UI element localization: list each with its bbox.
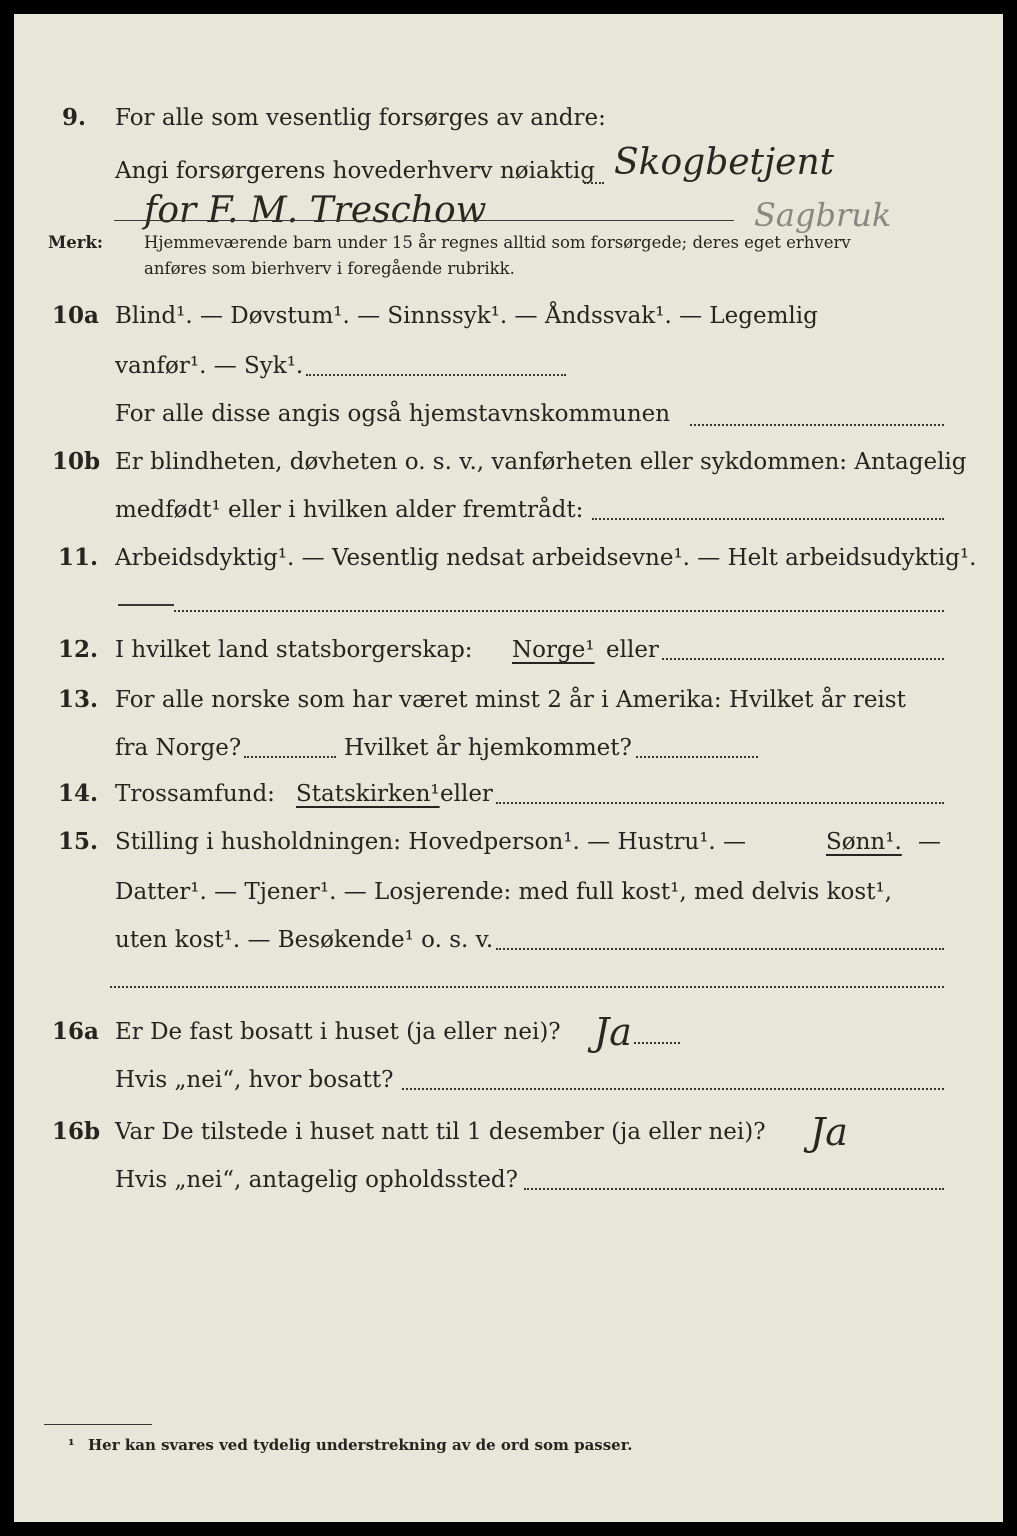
q10b-line1: Er blindheten, døvheten o. s. v., vanførheten eller sykdommen: Antagelig — [115, 449, 967, 475]
q11-number: 11. — [58, 544, 99, 571]
q10a-line1: Blind¹. — Døvstum¹. — Sinnssyk¹. — Åndssvak¹. — Legemlig — [115, 303, 818, 329]
merk-line2: anføres som bierhverv i foregående rubrikk. — [144, 259, 515, 278]
q9-answer-line — [114, 220, 734, 221]
q14-text-a: Trossamfund: — [115, 781, 275, 807]
q16a-line1: Er De fast bosatt i huset (ja eller nei)? — [115, 1019, 561, 1045]
q11-dotted-line — [174, 610, 944, 612]
q13-reist-dotted-line — [244, 756, 336, 758]
q16a-answer-dotted-line — [634, 1042, 680, 1044]
footnote-text: Her kan svares ved tydelig understrekning av de ord som passer. — [88, 1436, 633, 1454]
q13-number: 13. — [58, 686, 99, 713]
q10a-kommune-dotted-line — [690, 424, 944, 426]
q9-line2: Angi forsørgerens hovederhverv nøiaktig — [115, 158, 595, 184]
q10a-line3: For alle disse angis også hjemstavnskommunen — [115, 401, 671, 427]
q10b-number: 10b — [52, 448, 101, 475]
footnote-rule — [44, 1424, 152, 1425]
q14-text-b: eller — [440, 781, 493, 807]
q10a-number: 10a — [52, 302, 99, 329]
q16b-line2: Hvis „nei“, antagelig opholdssted? — [115, 1167, 518, 1193]
q9-number: 9. — [62, 104, 87, 131]
q13-line2a: fra Norge? — [115, 735, 242, 761]
q11-short-solid-line — [118, 604, 174, 606]
census-form-page — [14, 14, 1003, 1522]
merk-label: Merk: — [48, 233, 103, 252]
q13-line2b: Hvilket år hjemkommet? — [344, 735, 632, 761]
q15-line1b: — — [918, 829, 941, 855]
q16b-handwritten-answer: Ja — [810, 1110, 848, 1154]
q15-number: 15. — [58, 828, 99, 855]
q14-statskirken-underlined: Statskirken¹ — [296, 781, 440, 807]
q15-dotted-line-1 — [496, 948, 944, 950]
q16a-line2: Hvis „nei“, hvor bosatt? — [115, 1067, 394, 1093]
q16a-number: 16a — [52, 1018, 99, 1045]
q12-number: 12. — [58, 636, 99, 663]
q16a-dotted-line — [402, 1088, 944, 1090]
q10b-dotted-line — [592, 518, 944, 520]
q12-dotted-line — [662, 658, 944, 660]
q15-line3: uten kost¹. — Besøkende¹ o. s. v. — [115, 927, 494, 953]
q14-number: 14. — [58, 780, 99, 807]
q9-handwritten-answer-1: Skogbetjent — [614, 142, 835, 183]
q9-line1: For alle som vesentlig forsørges av andre: — [115, 105, 606, 131]
q14-dotted-line — [496, 802, 944, 804]
q16b-number: 16b — [52, 1118, 101, 1145]
q15-line1a: Stilling i husholdningen: Hovedperson¹. — Hustru¹. — — [115, 829, 747, 855]
q15-line2: Datter¹. — Tjener¹. — Losjerende: med full kost¹, med delvis kost¹, — [115, 879, 892, 905]
q13-hjemkommet-dotted-line — [636, 756, 758, 758]
q9-pencil-answer: Sagbruk — [754, 196, 892, 234]
footnote-mark: ¹ — [68, 1436, 75, 1454]
q16a-handwritten-answer: Ja — [594, 1010, 632, 1054]
q10b-line2: medfødt¹ eller i hvilken alder fremtrådt: — [115, 497, 584, 523]
q9-handwritten-answer-2: for F. M. Treschow — [144, 190, 487, 231]
q16b-dotted-line — [524, 1188, 944, 1190]
q11-line1: Arbeidsdyktig¹. — Vesentlig nedsat arbeidsevne¹. — Helt arbeidsudyktig¹. — [115, 545, 977, 571]
q10a-line2: vanfør¹. — Syk¹. — [115, 353, 304, 379]
q9-dotted-line — [584, 182, 604, 184]
q12-text-b: eller — [606, 637, 659, 663]
q12-text-a: I hvilket land statsborgerskap: — [115, 637, 473, 663]
q13-line1: For alle norske som har været minst 2 år i Amerika: Hvilket år reist — [115, 687, 906, 713]
q15-sonn-underlined: Sønn¹. — [826, 829, 902, 855]
q16b-line1: Var De tilstede i huset natt til 1 desember (ja eller nei)? — [115, 1119, 766, 1145]
q15-dotted-line-2 — [110, 986, 944, 988]
merk-line1: Hjemmeværende barn under 15 år regnes alltid som forsørgede; deres eget erhverv — [144, 233, 851, 252]
q10a-syk-dotted-line — [306, 374, 566, 376]
q12-norge-underlined: Norge¹ — [512, 637, 595, 663]
